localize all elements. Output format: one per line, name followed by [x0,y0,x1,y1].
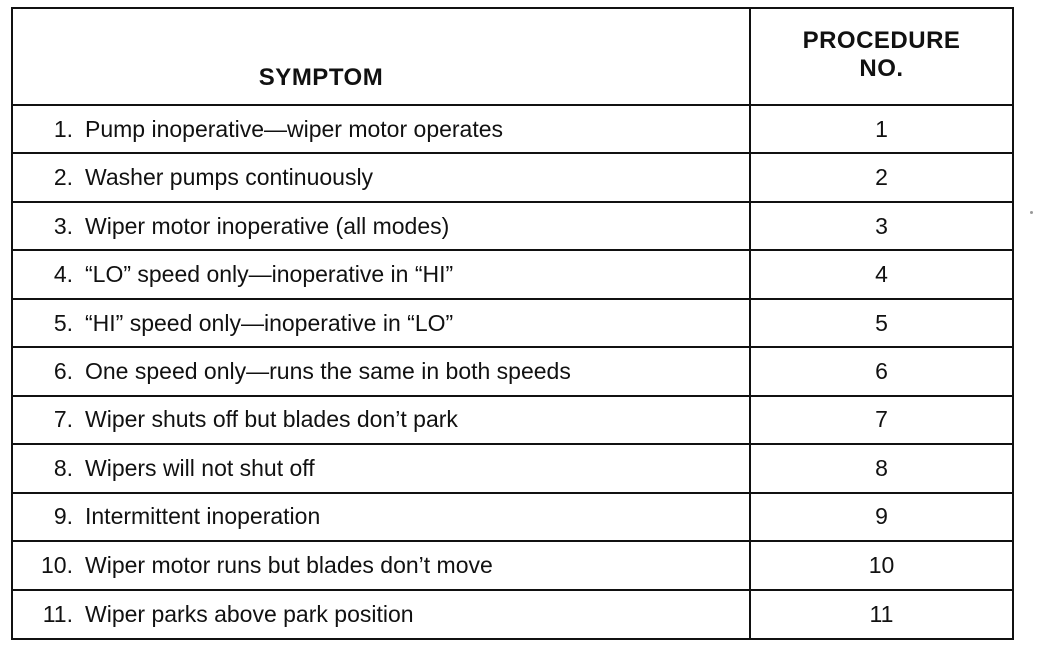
table [13,9,1012,638]
table-row [13,396,1012,444]
procedure-number: 2 [750,153,1012,201]
symptom-text: Wipers will not shut off [85,454,315,481]
table-row [13,493,1012,541]
symptom-cell [13,541,750,589]
procedure-number: 8 [750,444,1012,492]
row-number: 6. [53,357,73,384]
symptom-text: Wiper parks above park position [85,600,414,627]
row-number: 8. [53,454,73,481]
symptom-cell [13,347,750,395]
row-number: 5. [53,309,73,336]
table-row [13,153,1012,201]
symptom-text: Pump inoperative—wiper motor operates [85,115,504,142]
table-row [13,541,1012,589]
procedure-number: 6 [750,347,1012,395]
procedure-number: 5 [750,299,1012,347]
table-row [13,590,1012,638]
symptom-text: One speed only—runs the same in both speeds [85,357,571,384]
table-row [13,105,1012,153]
symptom-text: Intermittent inoperation [85,503,321,530]
table-row [13,202,1012,250]
symptom-cell [13,396,750,444]
procedure-number: 3 [750,202,1012,250]
procedure-number: 7 [750,396,1012,444]
symptom-cell [13,444,750,492]
symptom-text: “LO” speed only—inoperative in “HI” [85,261,454,288]
row-number: 1. [53,115,73,142]
table-row [13,444,1012,492]
table-row [13,250,1012,298]
symptom-procedure-table [11,7,1014,640]
symptom-text: “HI” speed only—inoperative in “LO” [85,309,454,336]
symptom-text: Wiper motor runs but blades don’t move [85,551,493,578]
symptom-text: Wiper motor inoperative (all modes) [85,212,450,239]
procedure-number: 4 [750,250,1012,298]
header-row [13,9,1012,105]
symptom-text: Wiper shuts off but blades don’t park [85,406,458,433]
procedure-number: 11 [750,590,1012,638]
symptom-cell [13,299,750,347]
symptom-text: Washer pumps continuously [85,164,374,191]
symptom-cell [13,250,750,298]
row-number: 11. [42,600,73,627]
table-row [13,347,1012,395]
symptom-cell [13,493,750,541]
row-number: 9. [53,503,73,530]
symptom-column-header: SYMPTOM [13,9,750,105]
symptom-cell [13,153,750,201]
row-number: 10. [41,551,73,578]
table-row [13,299,1012,347]
row-number: 7. [53,406,73,433]
row-number: 4. [53,261,73,288]
procedure-column-header [750,9,1012,105]
scan-speck [1030,211,1033,214]
procedure-number: 10 [750,541,1012,589]
row-number: 2. [53,164,73,191]
row-number: 3. [53,212,73,239]
symptom-cell [13,590,750,638]
procedure-header-line2: NO. [859,54,904,82]
symptom-cell [13,202,750,250]
symptom-cell [13,105,750,153]
procedure-number: 9 [750,493,1012,541]
procedure-number: 1 [750,105,1012,153]
procedure-header-line1: PROCEDURE [802,26,961,54]
